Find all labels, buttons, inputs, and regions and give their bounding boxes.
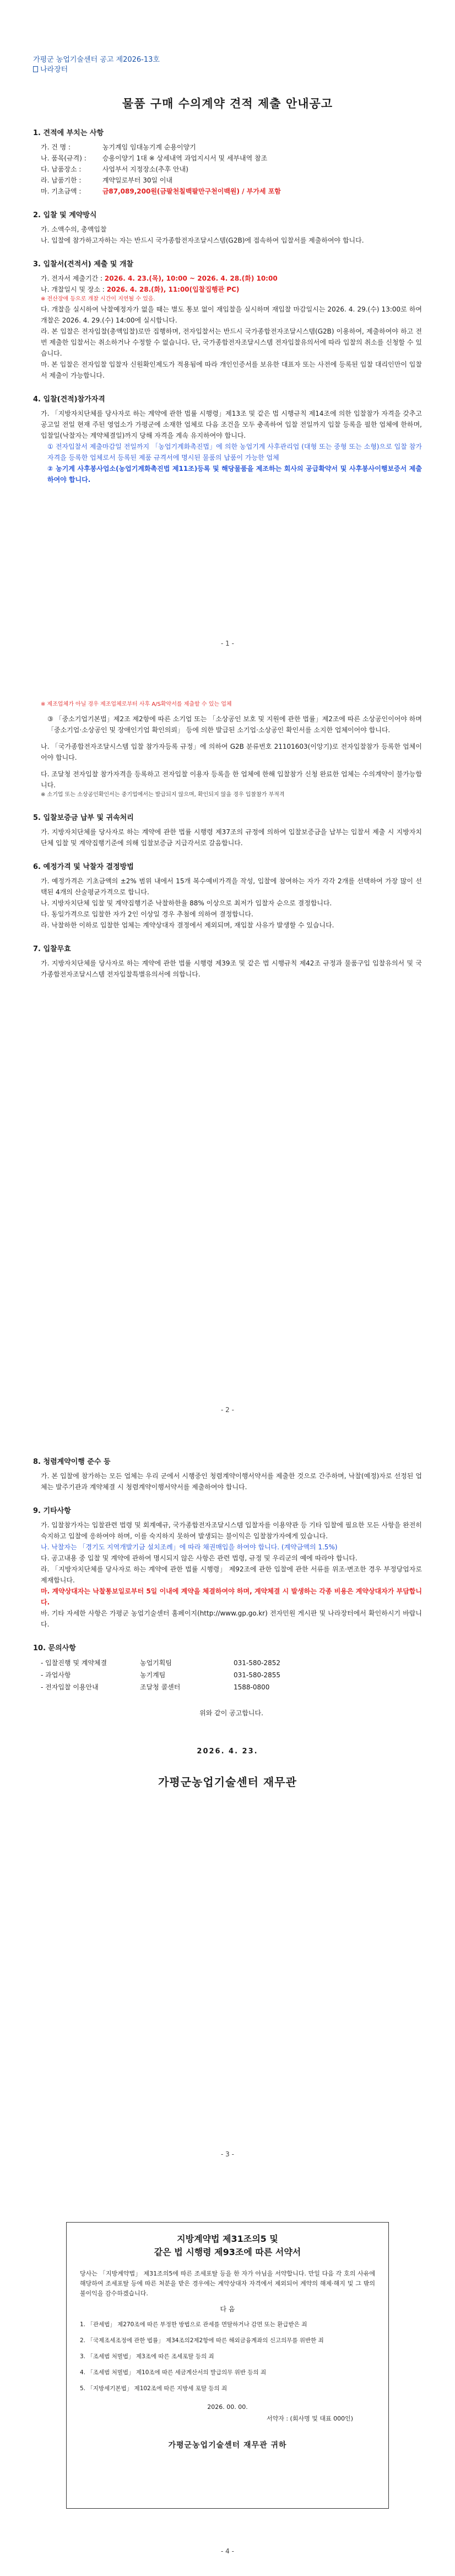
contact-row: - 입찰진행 및 계약체결 농업기획팀 031-580-2852 (41, 1659, 281, 1667)
pledge-item: 2. 「국제조세조정에 관한 법률」 제34조의2제2항에 따른 해외금융계좌의 신고의무를 위반한 죄 (80, 2337, 324, 2344)
section-9-para-4: 라. 「지방자치단체를 당사자로 하는 계약에 관한 법률 시행령」 제92조에 관한 입찰에 관한 서류를 위조·변조한 경우 부정당업자로 제재합니다. (41, 1565, 422, 1584)
contact-row: - 과업사항 농기계팀 031-580-2855 (41, 1671, 281, 1679)
page-number-1: - 1 - (221, 640, 234, 647)
pledge-subheading: 다 음 (220, 2305, 235, 2313)
item-name: 가. 건 명 : 농기계임 임대농기계 순용이양기 (41, 143, 196, 151)
section-9-para-5: 마. 계약상대자는 낙찰통보일로부터 5일 이내에 계약을 체결하여야 하며, 계약체결 시 발생하는 각종 비용은 계약상대자가 부담합니다. (41, 1587, 422, 1606)
section-5-title: 5. 입찰보증금 납부 및 귀속처리 (33, 814, 134, 822)
page-3 (0, 1439, 455, 2183)
contact-row: - 전자입찰 이용안내 조달청 콜센터 1588-0800 (41, 1683, 270, 1691)
section-8-title: 8. 청렴계약이행 준수 등 (33, 1458, 111, 1466)
section-6-para-2: 나. 지방자치단체 입찰 및 계약집행기준 낙찰하한율 88% 이상으로 최저가 입찰자 순으로 결정합니다. (41, 899, 332, 907)
department-label: 나라장터 (33, 65, 422, 75)
qualification-condition-3: ③ 「중소기업기본법」제2조 제2항에 따른 소기업 또는 「소상공인 보호 및 지원에 관한 법률」제2조에 따른 소상공인이어야 하며 「중소기업·소상공인 및 장애인기업 확인의뢰」 등에 의한 발급된 소기업·소상공인 확인서를 소지한 업체이어야 합니다. (47, 715, 422, 734)
pledge-intro: 당사는 「지방계약법」 제31조의5에 따른 조세포탈 등을 한 자가 아님을 서약합니다. 만일 다음 각 호의 사유에 해당하여 조세포탈 등에 따른 처분을 받은 경우에는 계약상대자 자격에서 제외되어 계약의 해제·해지 및 그 밖의 불이익을 감수하겠습니다. (80, 2270, 375, 2297)
pledge-signer: 서약자 : (회사명 및 대표 000인) (266, 2415, 353, 2422)
pledge-item: 4. 「조세범 처벌법」 제10조에 따른 세금계산서의 발급의무 위반 등의 죄 (80, 2369, 267, 2376)
section-9-para-2: 나. 낙찰자는 「경기도 지역개발기금 설치조례」에 따라 채권매입을 하여야 합니다. (계약금액의 1.5%) (41, 1543, 338, 1551)
pledge-item: 1. 「관세법」 제270조에 따른 부정한 방법으로 관세를 면탈하거나 감면 또는 환급받은 죄 (80, 2321, 307, 2328)
page-4 (0, 2183, 455, 2576)
section-2-title: 2. 입찰 및 계약방식 (33, 211, 97, 219)
item-base-price: 마. 기초금액 : 금87,089,200원(금팔천칠백팔만구천이백원) / 부가세 포함 (41, 187, 281, 195)
section-9-para-3: 다. 공고내용 중 입찰 및 계약에 관하여 명시되지 않은 사항은 관련 법령, 규정 및 우리군의 예에 따라야 합니다. (41, 1554, 358, 1562)
item-delivery-place: 다. 납품장소 : 사업부서 지정장소(추후 안내) (41, 165, 188, 173)
issuing-organization: 가평군농업기술센터 재무관 (158, 1775, 297, 1789)
section-2-line-1: 가. 소액수의, 총액입찰 (41, 226, 107, 233)
announcement-date: 2026. 4. 23. (197, 1747, 258, 1756)
page-1 (0, 0, 455, 673)
small-business-note: ※ 소기업 또는 소상공인확인서는 중기업에서는 발급되지 않으며, 확인되지 않을 경우 입찰참가 부적격 (41, 792, 285, 798)
opening-datetime: 나. 개찰일시 및 장소 : 2026. 4. 28.(화), 11:00(입찰집행관 PC) (41, 286, 240, 293)
page-number-3: - 3 - (221, 2150, 234, 2158)
document-icon (33, 66, 38, 72)
section-10-title: 10. 문의사항 (33, 1644, 76, 1652)
pledge-item: 3. 「조세범 처벌법」 제3조에 따른 조세포탈 등의 죄 (80, 2353, 214, 2360)
page-2-top-note: ※ 제조업체가 아닐 경우 제조업체로부터 사후 A/S확약서를 제출할 수 있는 업체 (41, 701, 232, 707)
section-6-para-4: 라. 낙찰하한 이하로 입찰한 업체는 계약상대자 결정에서 제외되며, 재입찰 사유가 발생할 수 있습니다. (41, 921, 334, 929)
pledge-date: 2026. 00. 00. (207, 2403, 248, 2411)
page-title: 물품 구매 수의계약 견적 제출 안내공고 (122, 97, 333, 110)
section-3-title: 3. 입찰서(견적서) 제출 및 개찰 (33, 260, 134, 269)
section-4-title: 4. 입찰(견적)참가자격 (33, 395, 105, 404)
e-bid-restriction: 다. 조달청 전자입찰 참가자격을 등록하고 전자입찰 이용자 등록을 한 업체에 한해 입찰참가 신청 완료한 업체는 수의계약이 불가능합니다. (41, 770, 422, 789)
notice-number: 가평군 농업기술센터 공고 제2026-13호 (33, 56, 160, 64)
section-9-title: 9. 기타사항 (33, 1507, 71, 1515)
item-spec: 나. 품목(규격) : 승용이양기 1대 ※ 상세내역 과업지시서 및 세부내역 참조 (41, 154, 268, 162)
qualification-condition-1: ① 전자입찰서 제출마감일 전일까지 「농업기계화촉진법」에 의한 농업기계 사후관리업 (대형 또는 중형 또는 소형)으로 입찰 참가자격을 등록한 업체로서 등록된 제품 규격서에 명시된 물품의 납품이 가능한 업체 (47, 443, 422, 461)
section-9-para-1: 가. 입찰참가자는 입찰관련 법령 및 회계예규, 국가종합전자조달시스템 입찰자를 이용약관 등 기타 입찰에 필요한 모든 사항을 완전히 숙지하고 입찰에 응하여야 하며, 이를 숙지하지 못하여 발생되는 불이익은 입찰참가자에게 있습니다. (41, 1521, 422, 1540)
page-number-4: - 4 - (221, 2547, 234, 2555)
system-delay-note: ※ 전산장애 등으로 개찰 시간이 지연될 수 있음. (41, 296, 155, 302)
pledge-item: 5. 「지방세기본법」 제102조에 따른 지방세 포탈 등의 죄 (80, 2385, 228, 2392)
qualification-condition-2: ② 농기계 사후봉사업소(농업기계화촉진법 제11조)등록 및 해당물품을 제조하는 회사의 공급확약서 및 사후봉사이행보증서 제출하여야 합니다. (47, 465, 422, 484)
pledge-title: 지방계약법 제31조의5 및 같은 법 시행령 제93조에 따른 서약서 (154, 2234, 301, 2257)
page-2 (0, 673, 455, 1439)
section-3-para-1: 다. 개찰을 실시하여 낙찰예정자가 없을 때는 별도 통보 없이 재입찰을 실시하며 재입찰 마감일시는 2026. 4. 29.(수) 13:00로 하여 개찰은 2026. 4. 29.(수) 14:00에 실시합니다. (41, 305, 422, 324)
pledge-recipient: 가평군농업기술센터 재무관 귀하 (168, 2441, 287, 2450)
section-4-intro: 가. 「지방자치단체를 당사자로 하는 계약에 관한 법률 시행령」제13조 및 같은 법 시행규칙 제14조에 의한 입찰참가 자격을 갖추고 공고일 전일 현재 주된 영업소가 가평군에 소재한 업체로 다음 조건을 모두 충족하여 입찰 전일까지 입찰 등록을 필한 업체에 한하며, 입찰일(낙찰자는 계약체결일)까지 당해 자격을 계속 유지하여야 합니다. (41, 410, 422, 439)
section-3-para-3: 마. 본 입찰은 전자입찰 입찰자 신원확인제도가 적용됨에 따라 개인인증서를 보유한 대표자 또는 사전에 등록된 입찰 대리인만이 입찰서 제출이 가능합니다. (41, 361, 422, 379)
section-7-para: 가. 지방자치단체를 당사자로 하는 계약에 관한 법률 시행령 제39조 및 같은 법 시행규칙 제42조 규정과 물품구입 입찰유의서 및 국가종합전자조달시스템 전자입찰특별유의서에 의합니다. (41, 959, 422, 978)
closing-text: 위와 같이 공고합니다. (199, 1709, 263, 1717)
section-9-para-6: 바. 기타 자세한 사항은 가평군 농업기술센터 홈페이지(http://www.gp.go.kr) 전자민원 게시판 및 나라장터에서 확인하시기 바랍니다. (41, 1609, 422, 1628)
submission-period: 가. 전자서 제출기간 : 2026. 4. 23.(목), 10:00 ~ 2026. 4. 28.(화) 10:00 (41, 275, 278, 282)
pledge-form (66, 2222, 389, 2509)
section-7-title: 7. 입찰무효 (33, 945, 71, 953)
section-6-title: 6. 예정가격 및 낙찰자 결정방법 (33, 863, 134, 871)
section-8-para: 가. 본 입찰에 참가하는 모든 업체는 우리 군에서 시행중인 청렴계약이행서약서를 제출한 것으로 간주하며, 낙찰(예정)자로 선정된 업체는 발주기관과 계약체결 시 청렴계약이행서약서를 제출하여야 합니다. (41, 1472, 422, 1491)
section-5-para: 가. 지방자치단체를 당사자로 하는 계약에 관한 법률 시행령 제37조의 규정에 의하여 입찰보증금을 납부는 입찰서 제출 시 지방자치단체 입찰 및 계약집행기준에 의해 입찰보증금 지급각서로 갈음합니다. (41, 828, 422, 847)
item-delivery-deadline: 라. 납품기한 : 계약일로부터 30일 이내 (41, 176, 173, 184)
g2b-registration: 나. 「국가종합전자조달시스템 입찰 참가자등록 규정」에 의하여 G2B 분류번호 21101603(이앙기)로 전자입찰참가 등록한 업체이어야 합니다. (41, 743, 422, 761)
section-3-para-2: 라. 본 입찰은 전자입찰(총액입찰)로만 집행하며, 전자입찰서는 반드시 국가종합전자조달시스템(G2B) 이용하여, 제출하여야 하고 전번 제출한 입찰서는 취소하거나 수정할 수 없습니다. 단, 국가종합전자조달시스템 전자입찰유의서에 따라 입찰의 취소를 신청할 수 있습니다. (41, 328, 422, 357)
section-6-para-3: 다. 동일가격으로 입찰한 자가 2인 이상일 경우 추첨에 의하여 결정합니다. (41, 910, 253, 918)
section-1-title: 1. 견적에 부치는 사항 (33, 129, 104, 137)
page-number-2: - 2 - (221, 1406, 234, 1414)
section-2-line-2: 나. 입찰에 참가하고자하는 자는 반드시 국가종합전자조달시스템(G2B)에 접속하여 입찰서를 제출하여야 합니다. (41, 237, 364, 244)
section-6-para-1: 가. 예정가격은 기초금액의 ±2% 범위 내에서 15개 복수예비가격을 작성, 입찰에 참여하는 자가 각각 2개를 선택하여 가장 많이 선택된 4개의 산술평균가격으로 합니다. (41, 877, 422, 896)
